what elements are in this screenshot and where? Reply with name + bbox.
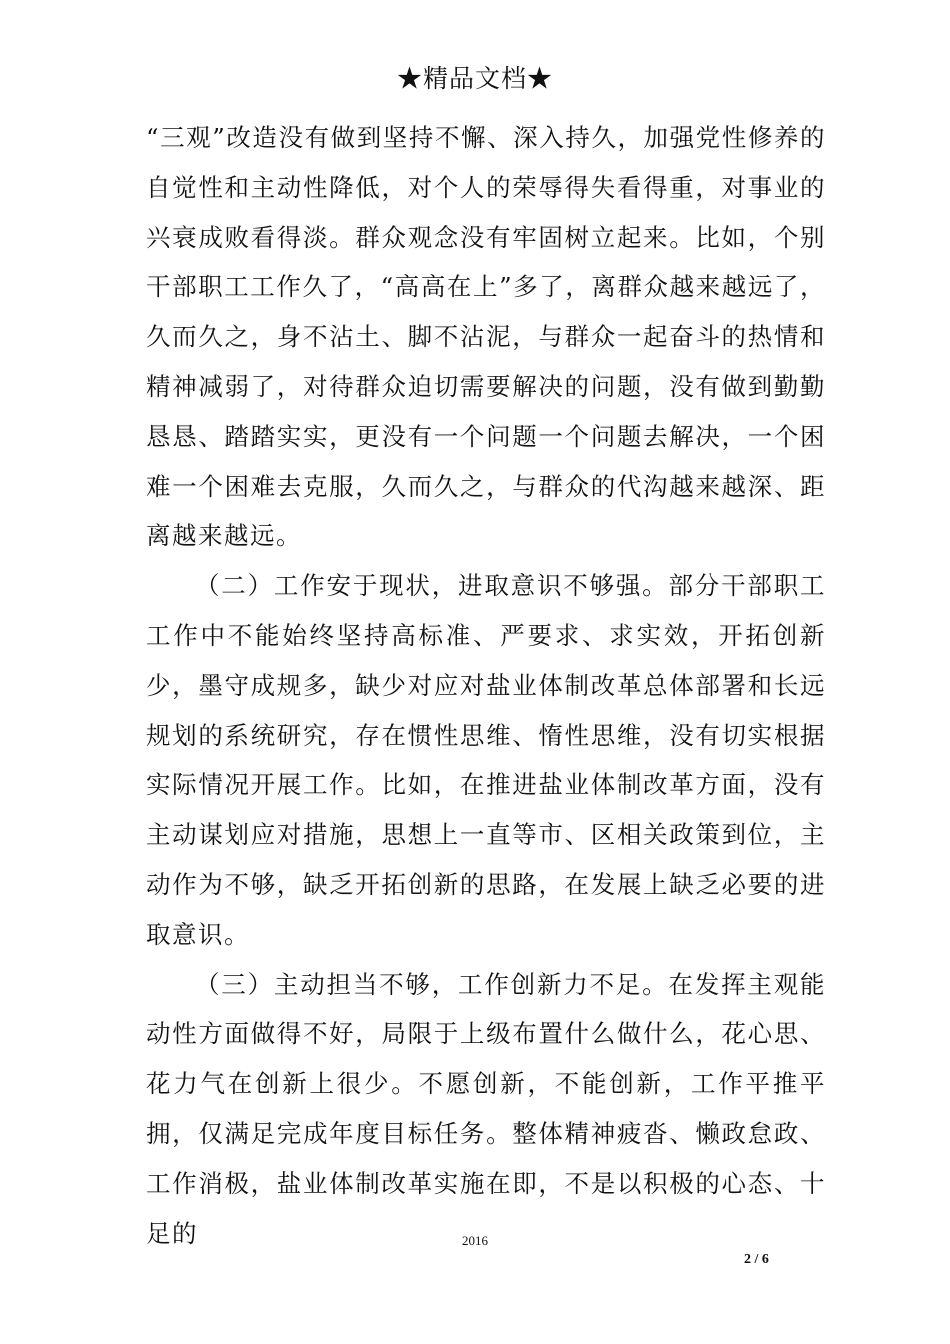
paragraph-continuation: “三观”改造没有做到坚持不懈、深入持久，加强党性修养的自觉性和主动性降低，对个人的荣辱得失看得重，对事业的兴衰成败看得淡。群众观念没有牢固树立起来。比如，个别干部职工工作久了，“高高在上”多了，离群众越来越远了，久而久之，身不沾土、脚不沾泥，与群众一起奋斗的热情和精神减弱了，对待群众迫切需要解决的问题，没有做到勤勤恳恳、踏踏实实，更没有一个问题一个问题去解决，一个困难一个困难去克服，久而久之，与群众的代沟越来越深、距离越来越远。 — [146, 123, 826, 551]
document-body — [146, 113, 826, 1258]
footer-year: 2016 — [462, 1233, 488, 1248]
paragraph-section-two: （二）工作安于现状，进取意识不够强。部分干部职工工作中不能始终坚持高标准、严要求、求实效，开拓创新少，墨守成规多，缺少对应对盐业体制改革总体部署和长远规划的系统研究，存在惯性思维、惰性思维，没有切实根据实际情况开展工作。比如，在推进盐业体制改革方面，没有主动谋划应对措施，思想上一直等市、区相关政策到位，主动作为不够，缺乏开拓创新的思路，在发展上缺乏必要的进取意识。 — [146, 571, 826, 949]
page-header-title: ★精品文档★ — [396, 64, 553, 93]
paragraph-section-three: （三）主动担当不够，工作创新力不足。在发挥主观能动性方面做得不好，局限于上级布置什么做什么，花心思、花力气在创新上很少。不愿创新，不能创新，工作平推平拥，仅满足完成年度目标任务。整体精神疲沓、懒政怠政、工作消极，盐业体制改革实施在即，不是以积极的心态、十足的 — [146, 969, 826, 1248]
page-number: 2 / 6 — [744, 1252, 769, 1267]
